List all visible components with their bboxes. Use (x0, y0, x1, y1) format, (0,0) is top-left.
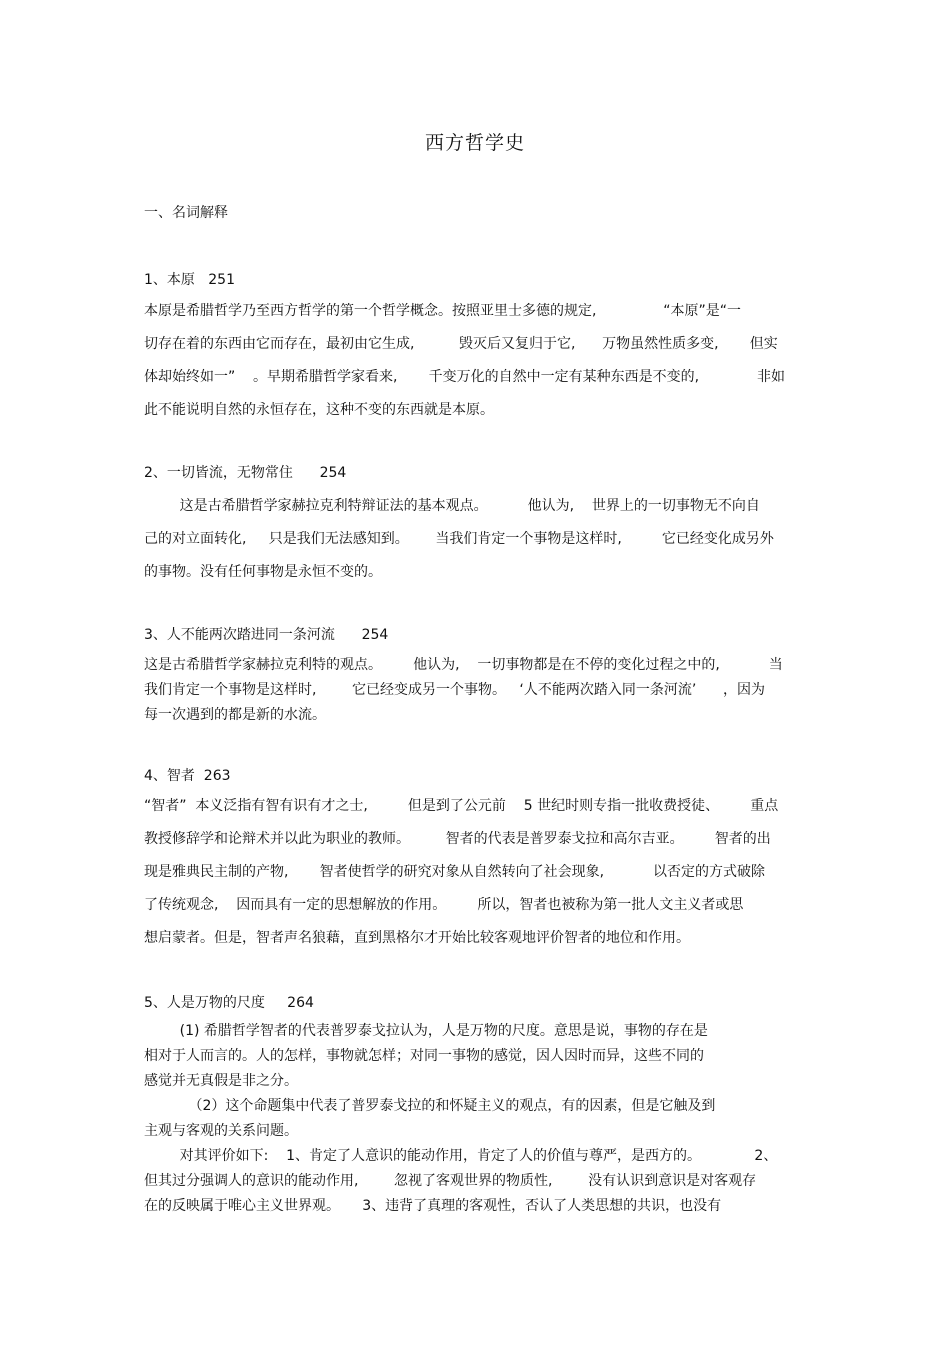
entry-4-line-1: “智者” 本义泛指有智有识有才之士, 但是到了公元前 5 世纪时则专指一批收费授徒、 重点 (144, 798, 779, 814)
section-heading: 一、名词解释 (144, 205, 228, 221)
entry-2-heading: 2、一切皆流，无物常住 254 (144, 465, 347, 481)
entry-2-line-3: 的事物。没有任何事物是永恒不变的。 (144, 564, 382, 580)
entry-4-heading: 4、智者 263 (144, 768, 231, 784)
entry-2-line-1: 这是古希腊哲学家赫拉克利特辩证法的基本观点。 他认为, 世界上的一切事物无不向自 (144, 498, 760, 514)
entry-1-heading: 1、本原 251 (144, 272, 235, 288)
entry-2-line-2: 己的对立面转化, 只是我们无法感知到。 当我们肯定一个事物是这样时, 它已经变化成另外 (144, 531, 774, 547)
entry-1-line-1: 本原是希腊哲学乃至西方哲学的第一个哲学概念。按照亚里士多德的规定, “本原”是“一 (144, 303, 741, 319)
entry-1-line-4: 此不能说明自然的永恒存在，这种不变的东西就是本原。 (144, 402, 494, 418)
entry-5-line-5: 主观与客观的关系问题。 (144, 1123, 298, 1139)
entry-5-heading: 5、人是万物的尺度 264 (144, 995, 314, 1011)
entry-5-line-2: 相对于人而言的。人的怎样，事物就怎样；对同一事物的感觉，因人因时而异，这些不同的 (144, 1048, 704, 1064)
entry-3-heading: 3、人不能两次踏进同一条河流 254 (144, 627, 389, 643)
entry-5-line-7: 但其过分强调人的意识的能动作用, 忽视了客观世界的物质性, 没有认识到意识是对客观存 (144, 1173, 757, 1189)
entry-3-line-1: 这是古希腊哲学家赫拉克利特的观点。 他认为, 一切事物都是在不停的变化过程之中的, 当 (144, 657, 783, 673)
entry-5-line-4: （2）这个命题集中代表了普罗泰戈拉的和怀疑主义的观点，有的因素，但是它触及到 (144, 1098, 716, 1114)
entry-3-line-3: 每一次遇到的都是新的水流。 (144, 707, 326, 723)
entry-5-line-1: (1) 希腊哲学智者的代表普罗泰戈拉认为，人是万物的尺度。意思是说，事物的存在是 (144, 1023, 708, 1039)
document-title: 西方哲学史 (424, 132, 525, 154)
entry-1-line-2: 切存在着的东西由它而存在，最初由它生成, 毁灭后又复归于它, 万物虽然性质多变, 但实 (144, 336, 778, 352)
entry-5-line-6: 对其评价如下: 1、肯定了人意识的能动作用，肯定了人的价值与尊严，是西方的。 2、 (144, 1148, 778, 1164)
entry-1-line-3: 体却始终如一” 。早期希腊哲学家看来, 千变万化的自然中一定有某种东西是不变的, 非如 (144, 369, 785, 385)
entry-4-line-3: 现是雅典民主制的产物, 智者使哲学的研究对象从自然转向了社会现象, 以否定的方式破除 (144, 864, 766, 880)
entry-5-line-8: 在的反映属于唯心主义世界观。 3、违背了真理的客观性，否认了人类思想的共识，也没有 (144, 1198, 722, 1214)
entry-3-line-2: 我们肯定一个事物是这样时, 它已经变成另一个事物。 ‘人不能两次踏入同一条河流’ ，因为 (144, 682, 766, 698)
entry-4-line-4: 了传统观念, 因而具有一定的思想解放的作用。 所以，智者也被称为第一批人文主义者或思 (144, 897, 744, 913)
entry-5-line-3: 感觉并无真假是非之分。 (144, 1073, 298, 1089)
entry-4-line-5: 想启蒙者。但是，智者声名狼藉，直到黑格尔才开始比较客观地评价智者的地位和作用。 (144, 930, 690, 946)
entry-4-line-2: 教授修辞学和论辩术并以此为职业的教师。 智者的代表是普罗泰戈拉和高尔吉亚。 智者的出 (144, 831, 771, 847)
